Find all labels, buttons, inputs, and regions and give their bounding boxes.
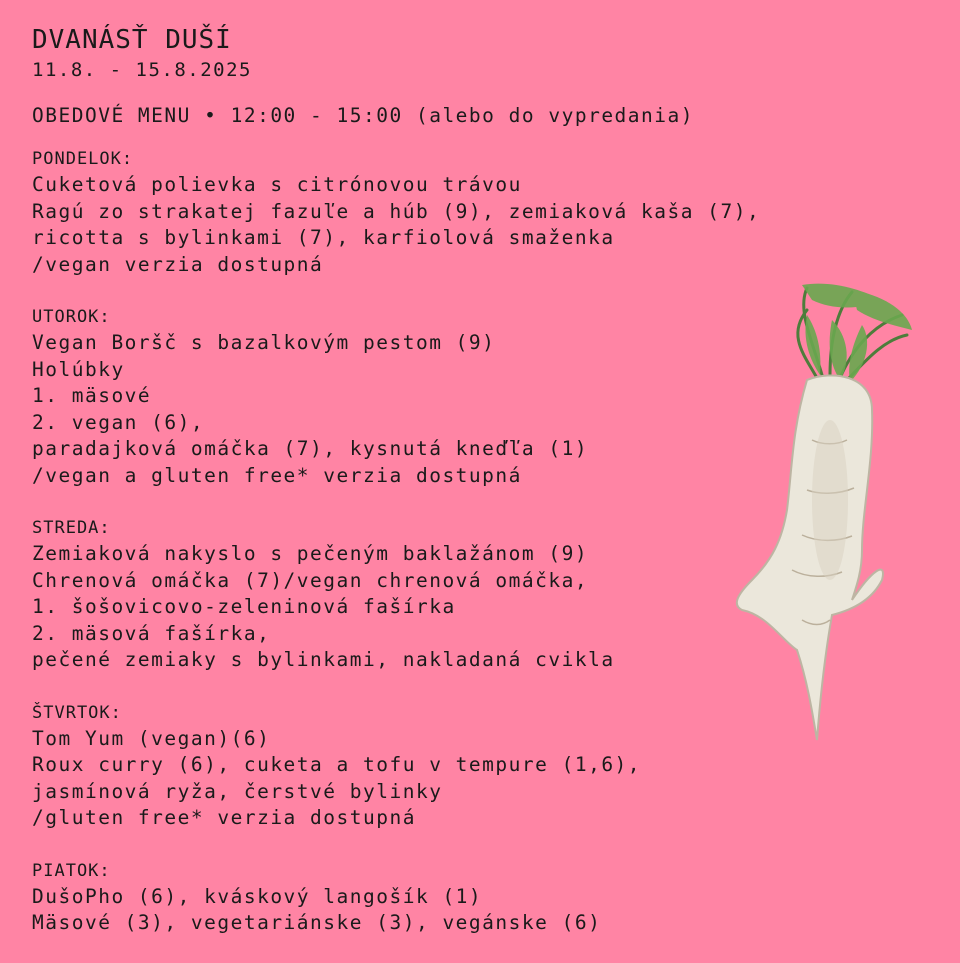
lunch-menu-info: OBEDOVÉ MENU • 12:00 - 15:00 (alebo do vypredania)	[32, 104, 694, 127]
radish-root	[737, 375, 883, 740]
day-name: STREDA:	[32, 518, 111, 538]
menu-line: pečené zemiaky s bylinkami, nakladaná cvikla	[32, 648, 615, 671]
menu-line: Zemiaková nakyslo s pečeným baklažánom (9)	[32, 542, 589, 565]
header	[32, 24, 252, 82]
menu-line: /gluten free* verzia dostupná	[32, 806, 416, 829]
day-monday	[32, 146, 761, 278]
menu-line: Tom Yum (vegan)(6)	[32, 726, 271, 750]
menu-line: DušoPho (6), kváskový langošík (1)	[32, 884, 483, 908]
day-name: PONDELOK:	[32, 149, 134, 169]
radish-shadow-tone	[812, 420, 848, 580]
day-tuesday	[32, 304, 752, 489]
menu-line: Cuketová polievka s citrónovou trávou	[32, 173, 522, 196]
menu-line: Holúbky	[32, 357, 125, 381]
menu-line: Mäsové (3), vegetariánske (3), vegánske (6)	[32, 911, 602, 934]
day-friday	[32, 858, 752, 937]
week-dates: 11.8. - 15.8.2025	[32, 59, 252, 81]
menu-line: /vegan verzia dostupná	[32, 252, 324, 276]
day-name: UTOROK:	[32, 307, 111, 327]
radish-leaf-blades	[802, 284, 912, 382]
menu-line: 1. šošovicovo-zeleninová fašírka	[32, 595, 456, 618]
menu-line: jasmínová ryža, čerstvé bylinky	[32, 779, 443, 803]
menu-line: Vegan Boršč s bazalkovým pestom (9)	[32, 331, 496, 354]
menu-line: 2. vegan (6),	[32, 410, 205, 434]
day-thursday	[32, 700, 752, 832]
menu-line: paradajková omáčka (7), kysnutá kneďľa (1)	[32, 437, 589, 460]
menu-line: /vegan a gluten free* verzia dostupná	[32, 463, 522, 487]
day-name: PIATOK:	[32, 860, 111, 881]
menu-line: Ragú zo strakatej fazuľe a húb (9), zemiaková kaša (7),	[32, 199, 761, 223]
weekly-menu	[32, 146, 761, 963]
restaurant-title: DVANÁSŤ DUŠÍ	[32, 25, 232, 55]
menu-line: Chrenová omáčka (7)/vegan chrenová omáčka,	[32, 568, 589, 592]
menu-line: Roux curry (6), cuketa a tofu v tempure (1,6),	[32, 753, 642, 776]
day-wednesday	[32, 515, 752, 674]
menu-line: 1. mäsové	[32, 384, 152, 407]
menu-line: 2. mäsová fašírka,	[32, 621, 271, 645]
day-name: ŠTVRTOK:	[32, 702, 122, 723]
radish-image	[712, 280, 922, 750]
menu-line: ricotta s bylinkami (7), karfiolová smaženka	[32, 226, 615, 249]
